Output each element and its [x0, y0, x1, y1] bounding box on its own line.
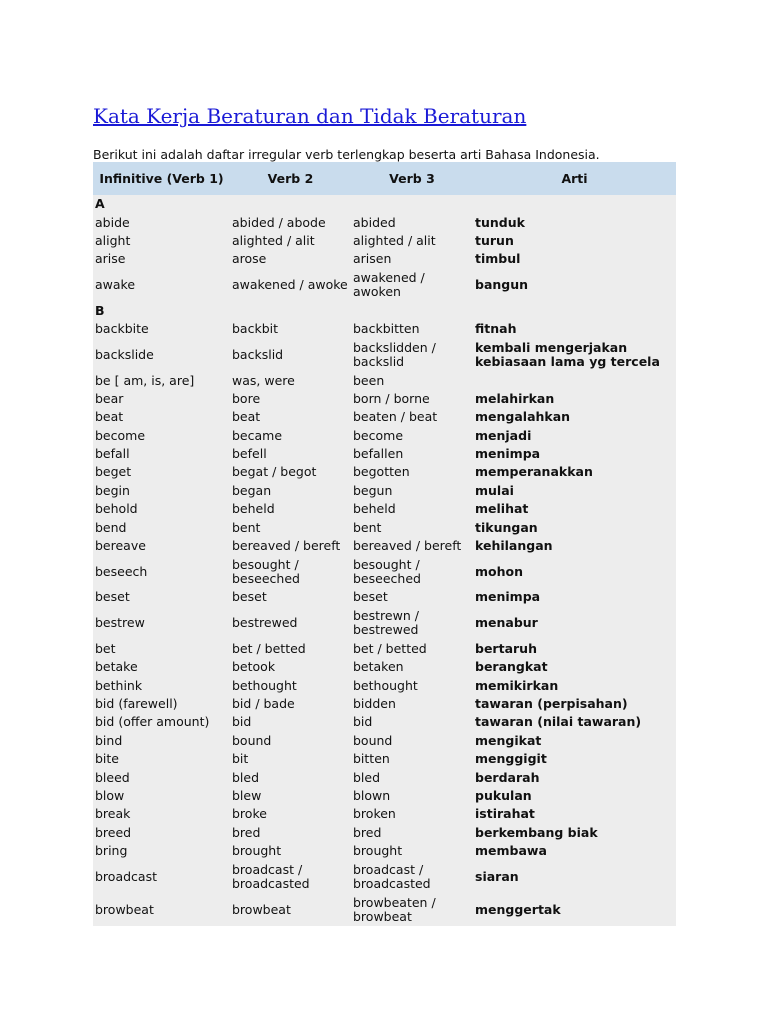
cell-infinitive: behold [93, 500, 230, 518]
cell-verb2: awakened / awoke [230, 269, 351, 302]
table-row [93, 607, 676, 640]
cell-verb2: blew [230, 787, 351, 805]
cell-arti: fitnah [473, 320, 676, 338]
cell-verb3: bent [351, 518, 473, 536]
cell-verb2: beset [230, 588, 351, 606]
table-row [93, 658, 676, 676]
table-row [93, 555, 676, 588]
cell-verb3: browbeaten / browbeat [351, 893, 473, 926]
cell-verb3: bereaved / bereft [351, 537, 473, 555]
cell-verb3: born / borne [351, 390, 473, 408]
cell-verb2: alighted / alit [230, 232, 351, 250]
table-row [93, 518, 676, 536]
cell-infinitive: abide [93, 213, 230, 231]
cell-verb3: begun [351, 482, 473, 500]
cell-verb2: arose [230, 250, 351, 268]
cell-verb2: bereaved / bereft [230, 537, 351, 555]
cell-infinitive: awake [93, 269, 230, 302]
cell-arti: mulai [473, 482, 676, 500]
cell-verb3: besought / beseeched [351, 555, 473, 588]
table-row [93, 750, 676, 768]
cell-verb2: besought / beseeched [230, 555, 351, 588]
cell-arti [473, 371, 676, 389]
table-row [93, 676, 676, 694]
cell-verb3: bidden [351, 695, 473, 713]
cell-verb2: bid [230, 713, 351, 731]
cell-verb3: abided [351, 213, 473, 231]
table-row [93, 232, 676, 250]
cell-verb3: bound [351, 732, 473, 750]
table-row [93, 842, 676, 860]
cell-verb2: began [230, 482, 351, 500]
cell-verb2: abided / abode [230, 213, 351, 231]
cell-arti: tikungan [473, 518, 676, 536]
cell-arti: tawaran (nilai tawaran) [473, 713, 676, 731]
cell-verb3: begotten [351, 463, 473, 481]
cell-infinitive: bid (offer amount) [93, 713, 230, 731]
table-row [93, 588, 676, 606]
cell-infinitive: begin [93, 482, 230, 500]
cell-verb3: broken [351, 805, 473, 823]
cell-verb3: bethought [351, 676, 473, 694]
cell-infinitive: bear [93, 390, 230, 408]
cell-verb2: bid / bade [230, 695, 351, 713]
cell-arti: menimpa [473, 588, 676, 606]
table-body [93, 195, 676, 926]
cell-arti: bertaruh [473, 640, 676, 658]
table-row [93, 445, 676, 463]
cell-infinitive: bid (farewell) [93, 695, 230, 713]
table-row [93, 695, 676, 713]
cell-infinitive: beset [93, 588, 230, 606]
table-row [93, 787, 676, 805]
cell-verb3: beset [351, 588, 473, 606]
cell-infinitive: broadcast [93, 860, 230, 893]
table-row [93, 213, 676, 231]
verb-table [93, 162, 676, 926]
table-row [93, 732, 676, 750]
cell-verb3: blown [351, 787, 473, 805]
cell-verb2: bled [230, 768, 351, 786]
table-row [93, 269, 676, 302]
cell-arti: kembali mengerjakan kebiasaan lama yg tercela [473, 338, 676, 371]
cell-verb3: awakened / awoken [351, 269, 473, 302]
cell-arti: memikirkan [473, 676, 676, 694]
page-title[interactable]: Kata Kerja Beraturan dan Tidak Beraturan [93, 104, 527, 128]
cell-arti: memperanakkan [473, 463, 676, 481]
cell-infinitive: blow [93, 787, 230, 805]
cell-arti: bangun [473, 269, 676, 302]
table-row [93, 893, 676, 926]
cell-verb3: become [351, 427, 473, 445]
cell-verb2: bred [230, 824, 351, 842]
cell-verb3: beheld [351, 500, 473, 518]
cell-infinitive: befall [93, 445, 230, 463]
section-letter-row [93, 195, 676, 213]
cell-verb3: bet / betted [351, 640, 473, 658]
cell-verb2: broadcast / broadcasted [230, 860, 351, 893]
header-verb2: Verb 2 [230, 162, 351, 195]
cell-infinitive: beget [93, 463, 230, 481]
cell-verb2: begat / begot [230, 463, 351, 481]
table-row [93, 338, 676, 371]
table-header-row [93, 162, 676, 195]
table-row [93, 713, 676, 731]
cell-verb2: bit [230, 750, 351, 768]
cell-verb3: bid [351, 713, 473, 731]
cell-verb2: beat [230, 408, 351, 426]
cell-arti: melihat [473, 500, 676, 518]
cell-verb2: betook [230, 658, 351, 676]
cell-infinitive: become [93, 427, 230, 445]
table-row [93, 482, 676, 500]
cell-verb2: bet / betted [230, 640, 351, 658]
cell-arti: tawaran (perpisahan) [473, 695, 676, 713]
cell-infinitive: break [93, 805, 230, 823]
cell-verb2: backbit [230, 320, 351, 338]
cell-infinitive: arise [93, 250, 230, 268]
cell-arti: timbul [473, 250, 676, 268]
cell-infinitive: bereave [93, 537, 230, 555]
table-row [93, 320, 676, 338]
cell-infinitive: backslide [93, 338, 230, 371]
cell-infinitive: betake [93, 658, 230, 676]
cell-infinitive: bet [93, 640, 230, 658]
cell-infinitive: be [ am, is, are] [93, 371, 230, 389]
table-row [93, 371, 676, 389]
cell-arti: mohon [473, 555, 676, 588]
cell-verb2: bound [230, 732, 351, 750]
table-row [93, 537, 676, 555]
cell-infinitive: beseech [93, 555, 230, 588]
cell-arti: menimpa [473, 445, 676, 463]
header-verb3: Verb 3 [351, 162, 473, 195]
cell-verb2: backslid [230, 338, 351, 371]
section-letter: A [93, 195, 676, 213]
cell-infinitive: bleed [93, 768, 230, 786]
table-row [93, 640, 676, 658]
cell-verb2: brought [230, 842, 351, 860]
cell-arti: menjadi [473, 427, 676, 445]
cell-verb3: befallen [351, 445, 473, 463]
cell-verb3: alighted / alit [351, 232, 473, 250]
cell-arti: pukulan [473, 787, 676, 805]
cell-verb2: browbeat [230, 893, 351, 926]
cell-verb2: broke [230, 805, 351, 823]
cell-arti: mengalahkan [473, 408, 676, 426]
section-letter: B [93, 302, 676, 320]
table-row [93, 463, 676, 481]
cell-infinitive: breed [93, 824, 230, 842]
cell-verb2: beheld [230, 500, 351, 518]
cell-verb3: broadcast / broadcasted [351, 860, 473, 893]
cell-verb3: bestrewn / bestrewed [351, 607, 473, 640]
cell-arti: menabur [473, 607, 676, 640]
cell-verb2: bore [230, 390, 351, 408]
table-row [93, 860, 676, 893]
cell-infinitive: backbite [93, 320, 230, 338]
cell-verb2: bent [230, 518, 351, 536]
cell-verb3: bled [351, 768, 473, 786]
cell-arti: berkembang biak [473, 824, 676, 842]
cell-arti: turun [473, 232, 676, 250]
intro-text: Berikut ini adalah daftar irregular verb terlengkap beserta arti Bahasa Indonesia. [93, 147, 600, 162]
table-row [93, 427, 676, 445]
cell-verb3: bred [351, 824, 473, 842]
table-row [93, 805, 676, 823]
cell-verb3: backbitten [351, 320, 473, 338]
cell-arti: membawa [473, 842, 676, 860]
cell-arti: melahirkan [473, 390, 676, 408]
cell-arti: berangkat [473, 658, 676, 676]
cell-infinitive: bend [93, 518, 230, 536]
cell-arti: menggigit [473, 750, 676, 768]
cell-verb3: betaken [351, 658, 473, 676]
table-row [93, 768, 676, 786]
cell-infinitive: bethink [93, 676, 230, 694]
cell-infinitive: bind [93, 732, 230, 750]
cell-verb3: backslidden / backslid [351, 338, 473, 371]
cell-infinitive: beat [93, 408, 230, 426]
header-infinitive: Infinitive (Verb 1) [93, 162, 230, 195]
cell-infinitive: bite [93, 750, 230, 768]
cell-arti: tunduk [473, 213, 676, 231]
cell-arti: kehilangan [473, 537, 676, 555]
cell-verb2: was, were [230, 371, 351, 389]
cell-infinitive: browbeat [93, 893, 230, 926]
cell-arti: berdarah [473, 768, 676, 786]
cell-arti: siaran [473, 860, 676, 893]
cell-verb3: been [351, 371, 473, 389]
cell-verb2: bestrewed [230, 607, 351, 640]
cell-arti: mengikat [473, 732, 676, 750]
cell-infinitive: alight [93, 232, 230, 250]
table-row [93, 250, 676, 268]
cell-verb3: brought [351, 842, 473, 860]
cell-arti: istirahat [473, 805, 676, 823]
table-row [93, 408, 676, 426]
table-row [93, 390, 676, 408]
cell-infinitive: bestrew [93, 607, 230, 640]
cell-verb2: became [230, 427, 351, 445]
table-row [93, 500, 676, 518]
cell-arti: menggertak [473, 893, 676, 926]
header-arti: Arti [473, 162, 676, 195]
cell-verb3: beaten / beat [351, 408, 473, 426]
cell-verb2: befell [230, 445, 351, 463]
cell-verb3: bitten [351, 750, 473, 768]
cell-verb2: bethought [230, 676, 351, 694]
table-row [93, 824, 676, 842]
cell-verb3: arisen [351, 250, 473, 268]
section-letter-row [93, 302, 676, 320]
cell-infinitive: bring [93, 842, 230, 860]
